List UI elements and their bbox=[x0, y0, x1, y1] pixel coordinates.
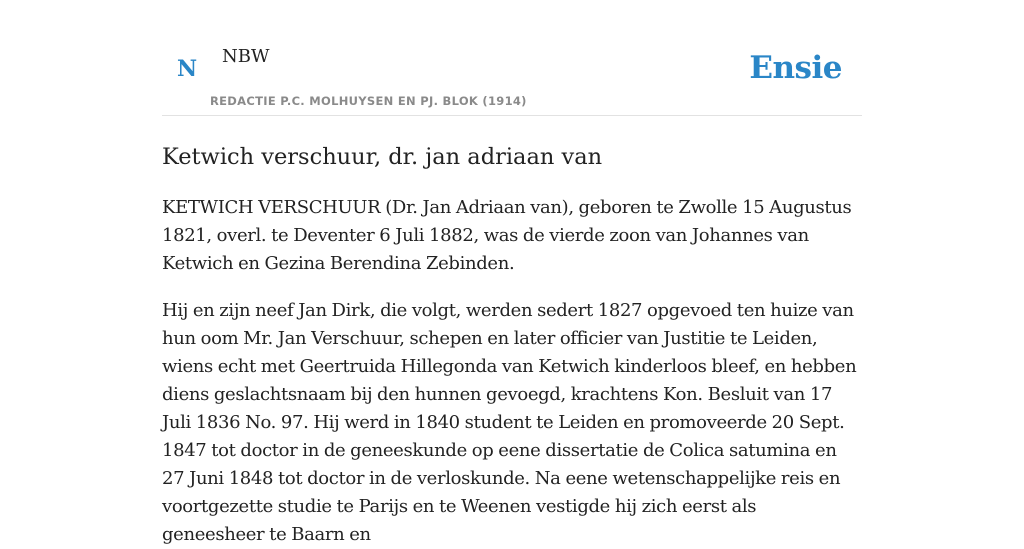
header bbox=[162, 0, 862, 116]
source-name[interactable]: NBW bbox=[222, 46, 270, 67]
paragraph: KETWICH VERSCHUUR (Dr. Jan Adriaan van), geboren te Zwolle 15 Augustus 1821, overl. te Deventer 6 Juli 1882, was de vierde zoon van Johannes van Ketwich en Gezina Berendina Zebinden. bbox=[162, 197, 852, 274]
article-title: Ketwich verschuur, dr. jan adriaan van bbox=[162, 144, 603, 170]
source-subtitle: REDACTIE P.C. MOLHUYSEN EN PJ. BLOK (1914) bbox=[210, 94, 527, 108]
article-body bbox=[162, 194, 862, 549]
paragraph: Hij en zijn neef Jan Dirk, die volgt, werden sedert 1827 opgevoed ten huize van hun oom Mr. Jan Verschuur, schepen en later officier van Justitie te Leiden, wiens echt met Geertruida Hillegonda van Ketwich kinderloos bleef, en hebben diens geslachtsnaam bij den hunnen gevoegd, krachtens Kon. Besluit van 17 Juli 1836 No. 97. Hij werd in 1840 student te Leiden en promoveerde 20 Sept. 1847 tot doctor in de geneeskunde op eene dissertatie de Colica satumina en 27 Juni 1848 tot doctor in de verloskunde. Na eene wetenschappelijke reis en voortgezette studie te Parijs en te Weenen vestigde hij zich eerst als geneesheer te Baarn en bbox=[162, 300, 857, 545]
page bbox=[162, 0, 862, 549]
source-logo[interactable]: N bbox=[177, 56, 198, 82]
brand-logo[interactable]: Ensie bbox=[749, 50, 842, 86]
